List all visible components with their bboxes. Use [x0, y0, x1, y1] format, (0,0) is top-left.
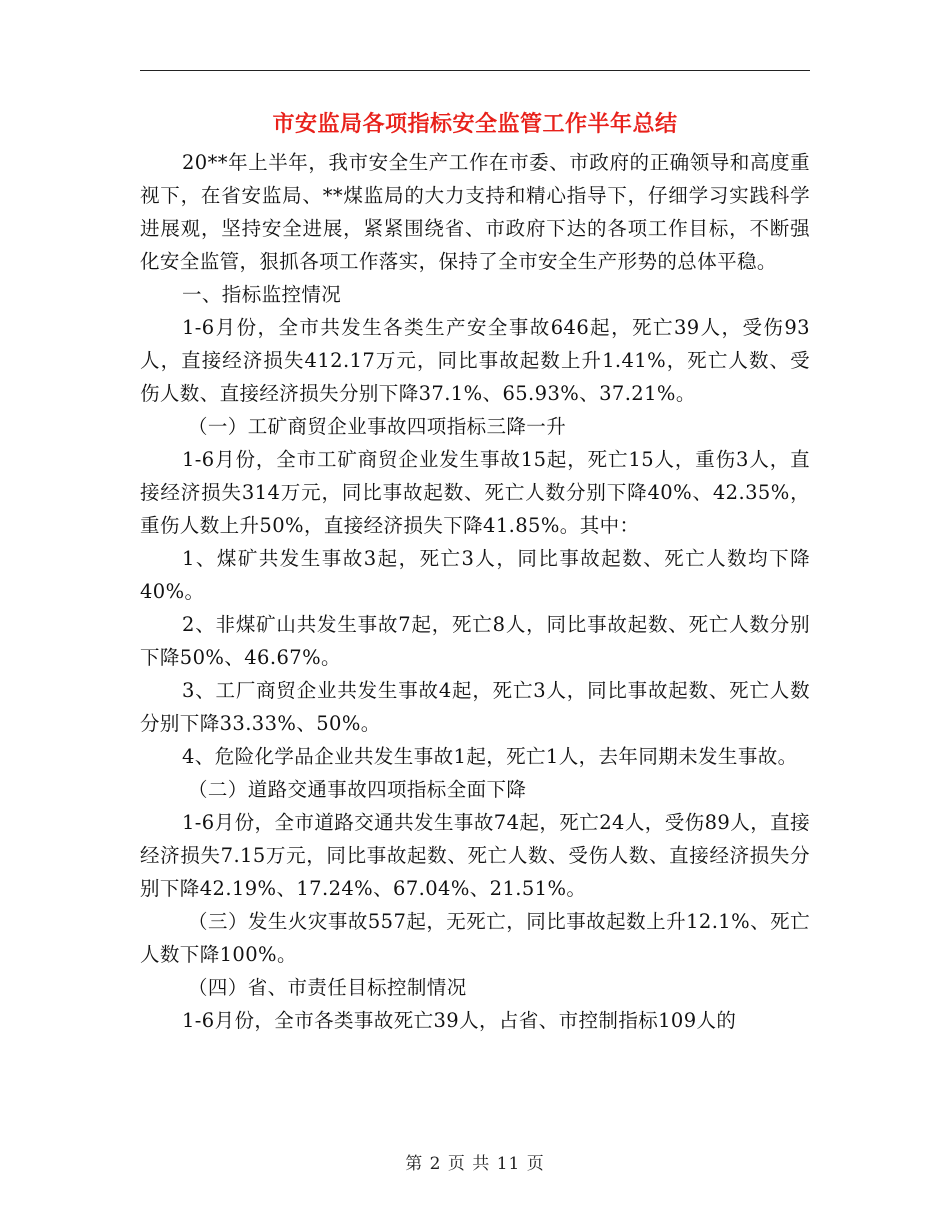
section-heading-indicators: 一、指标监控情况 [182, 283, 342, 306]
paragraph-hazardous-chemicals: 4、危险化学品企业共发生事故1起，死亡1人，去年同期未发生事故。 [182, 745, 798, 768]
paragraph-industrial-stats: 1-6月份，全市工矿商贸企业发生事故15起，死亡15人，重伤3人，直接经济损失314万元，同比事故起数、死亡人数分别下降40%、42.35%，重伤人数上升50%，直接经济损失下降41.85%。其中： [140, 448, 810, 537]
paragraph-overall-stats: 1-6月份，全市共发生各类生产安全事故646起，死亡39人，受伤93人，直接经济损失412.17万元，同比事故起数上升1.41%，死亡人数、受伤人数、直接经济损失分别下降37.1%、65.93%、37.21%。 [140, 316, 810, 405]
paragraph-road-traffic-stats: 1-6月份，全市道路交通共发生事故74起，死亡24人，受伤89人，直接经济损失7.15万元，同比事故起数、死亡人数、受伤人数、直接经济损失分别下降42.19%、17.24%、67.04%、21.51%。 [140, 811, 810, 900]
subheading-road-traffic: （二）道路交通事故四项指标全面下降 [188, 778, 527, 801]
subheading-fire: （三）发生火灾事故557起，无死亡，同比事故起数上升12.1%、死亡人数下降100%。 [140, 910, 810, 966]
header-rule [140, 70, 810, 71]
paragraph-non-coal-mine: 2、非煤矿山共发生事故7起，死亡8人，同比事故起数、死亡人数分别下降50%、46.67%。 [140, 613, 810, 669]
document-title: 市安监局各项指标安全监管工作半年总结 [272, 112, 678, 137]
paragraph-targets-stats: 1-6月份，全市各类事故死亡39人，占省、市控制指标109人的 [182, 1009, 737, 1032]
subheading-industrial: （一）工矿商贸企业事故四项指标三降一升 [188, 415, 567, 438]
paragraph-coal-mine: 1、煤矿共发生事故3起，死亡3人，同比事故起数、死亡人数均下降40%。 [140, 547, 810, 603]
document-body [140, 146, 810, 1037]
subheading-targets: （四）省、市责任目标控制情况 [188, 976, 467, 999]
paragraph-intro: 20**年上半年，我市安全生产工作在市委、市政府的正确领导和高度重视下，在省安监局、**煤监局的大力支持和精心指导下，仔细学习实践科学进展观，坚持安全进展，紧紧围绕省、市政府下达的各项工作目标，不断强化安全监管，狠抓各项工作落实，保持了全市安全生产形势的总体平稳。 [140, 151, 810, 273]
page-number-footer: 第 2 页 共 11 页 [405, 1154, 545, 1174]
paragraph-factory-commerce: 3、工厂商贸企业共发生事故4起，死亡3人，同比事故起数、死亡人数分别下降33.33%、50%。 [140, 679, 810, 735]
